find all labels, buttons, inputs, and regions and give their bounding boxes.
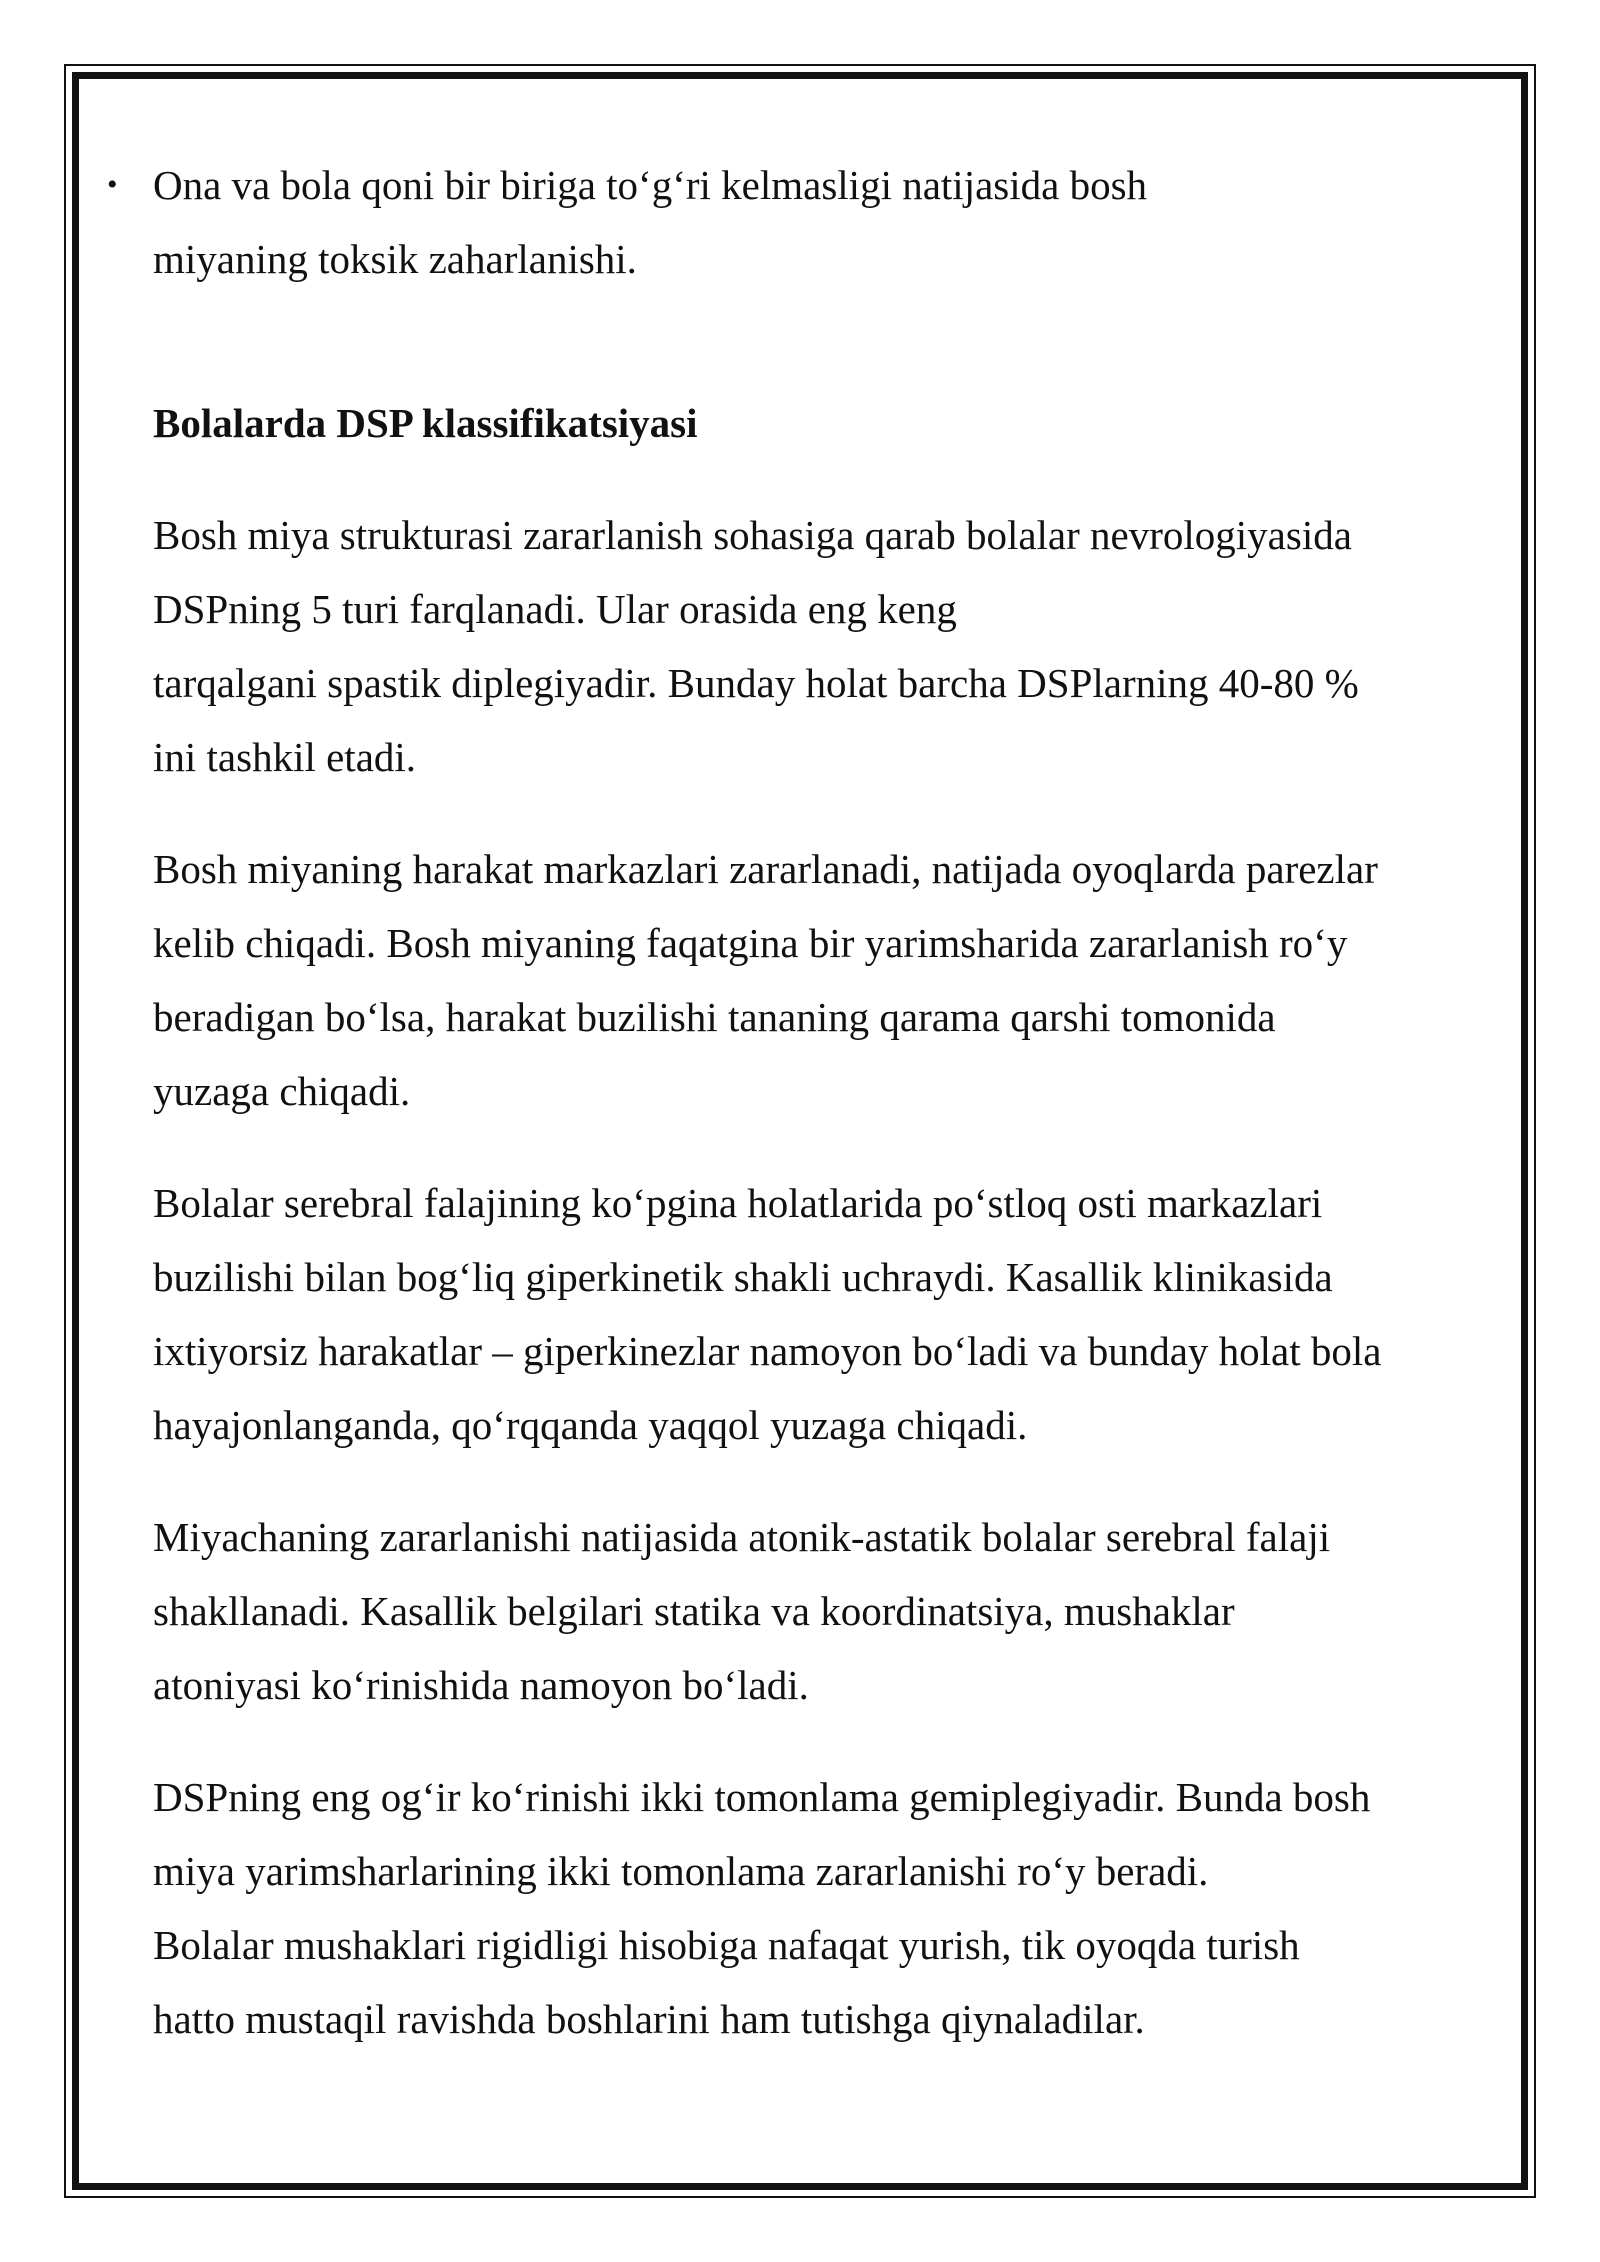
paragraph-1 <box>153 498 1453 794</box>
text-line: tarqalgani spastik diplegiyadir. Bunday holat barcha DSPlarning 40-80 % <box>153 660 1359 706</box>
text-line: Ona va bola qoni bir biriga to‘g‘ri kelmasligi natijasida bosh <box>153 162 1148 208</box>
paragraph-2 <box>153 832 1453 1128</box>
text-line: Miyachaning zararlanishi natijasida atonik-astatik bolalar serebral falaji <box>153 1514 1331 1560</box>
text-line: miyaning toksik zaharlanishi. <box>153 236 637 282</box>
document-body <box>107 148 1453 2056</box>
text-line: beradigan bo‘lsa, harakat buzilishi tananing qarama qarshi tomonida <box>153 994 1276 1040</box>
text-line: Bolalar serebral falajining ko‘pgina holatlarida po‘stloq osti markazlari <box>153 1180 1323 1226</box>
text-line: yuzaga chiqadi. <box>153 1068 411 1114</box>
bullet-dot-icon: • <box>107 168 118 201</box>
text-line: Bosh miyaning harakat markazlari zararlanadi, natijada oyoqlarda parezlar <box>153 846 1378 892</box>
bullet-text <box>153 148 1453 296</box>
text-line: DSPning 5 turi farqlanadi. Ular orasida eng keng <box>153 586 957 632</box>
paragraph-4 <box>153 1500 1453 1722</box>
text-line: kelib chiqadi. Bosh miyaning faqatgina bir yarimsharida zararlanish ro‘y <box>153 920 1348 966</box>
text-line: buzilishi bilan bog‘liq giperkinetik shakli uchraydi. Kasallik klinikasida <box>153 1254 1333 1300</box>
text-line: DSPning eng og‘ir ko‘rinishi ikki tomonlama gemiplegiyadir. Bunda bosh <box>153 1774 1371 1820</box>
text-line: Bolalar mushaklari rigidligi hisobiga nafaqat yurish, tik oyoqda turish <box>153 1922 1300 1968</box>
section-heading: Bolalarda DSP klassifikatsiyasi <box>153 400 698 446</box>
text-line: hayajonlanganda, qo‘rqqanda yaqqol yuzaga chiqadi. <box>153 1402 1028 1448</box>
text-line: Bosh miya strukturasi zararlanish sohasiga qarab bolalar nevrologiyasida <box>153 512 1352 558</box>
text-line: atoniyasi ko‘rinishida namoyon bo‘ladi. <box>153 1662 809 1708</box>
text-line: miya yarimsharlarining ikki tomonlama zararlanishi ro‘y beradi. <box>153 1848 1209 1894</box>
text-line: ixtiyorsiz harakatlar – giperkinezlar namoyon bo‘ladi va bunday holat bola <box>153 1328 1382 1374</box>
paragraph-5 <box>153 1760 1453 2056</box>
text-line: hatto mustaqil ravishda boshlarini ham tutishga qiynaladilar. <box>153 1996 1145 2042</box>
paragraph-3 <box>153 1166 1453 1462</box>
bullet-item <box>107 148 1453 296</box>
text-line: ini tashkil etadi. <box>153 734 417 780</box>
text-line: shakllanadi. Kasallik belgilari statika va koordinatsiya, mushaklar <box>153 1588 1235 1634</box>
